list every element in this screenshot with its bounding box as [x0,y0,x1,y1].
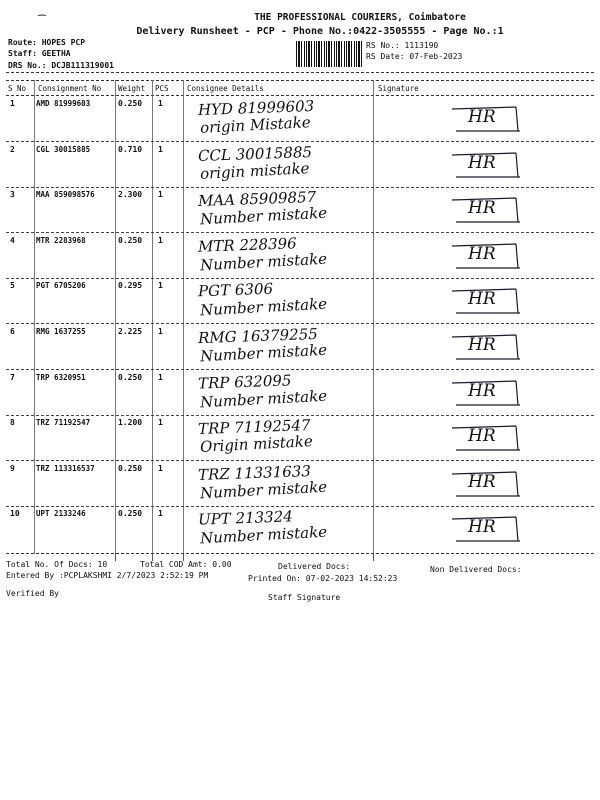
col-tick [115,553,116,561]
column-header-rule [6,95,594,96]
handwritten-correction: TRZ 11331633 [197,461,312,484]
table-top-rule [6,80,594,81]
non-delivered-docs: Non Delivered Docs: [430,565,522,574]
signature-initials: HR [468,198,496,219]
col-header-pcs: PCS [155,84,169,93]
signature-initials: HR [468,243,496,264]
table-row [0,97,600,142]
row-serial: 5 [10,281,15,291]
signature-initials: HR [468,335,496,355]
total-docs: Total No. Of Docs: 10 [6,560,108,569]
company-name: THE PROFESSIONAL COURIERS, Coimbatore [254,12,466,23]
pieces: 1 [158,190,163,200]
row-serial: 7 [10,372,15,382]
handwritten-remark: Number mistake [199,203,328,229]
stray-mark: ⁀ [38,16,47,27]
handwritten-correction: RMG 16379255 [197,324,319,348]
signature-stamp [446,283,526,313]
col-tick [373,553,374,561]
rs-date: RS Date: 07-Feb-2023 [366,52,463,61]
pieces: 1 [158,144,163,154]
signature-stamp [446,375,526,405]
consignment-number: RMG 1637255 [36,327,86,336]
consignment-number: MAA 859098576 [36,190,95,200]
drs-number: DRS No.: DCJB111319001 [8,61,114,70]
runsheet-title: Delivery Runsheet - PCP - Phone No.:0422-3505555 - Page No.:1 [136,26,504,37]
row-serial: 10 [10,509,20,519]
handwritten-remark: Origin mistake [199,432,314,457]
signature-stamp [446,466,526,496]
signature-stamp [446,511,526,541]
row-serial: 8 [10,418,15,428]
signature-initials: HR [468,426,496,447]
row-serial: 9 [10,463,15,473]
weight: 1.200 [118,418,143,428]
col-header-consignee: Consignee Details [187,84,264,93]
pieces: 1 [158,463,163,473]
handwritten-remark: origin Mistake [199,113,312,137]
pieces: 1 [158,327,163,336]
table-row [0,371,600,416]
pieces: 1 [158,99,163,108]
pieces: 1 [158,235,163,245]
table-row [0,234,600,279]
table-row [0,188,600,233]
signature-initials: HR [468,471,496,492]
row-serial: 3 [10,190,15,200]
staff-signature: Staff Signature [268,593,341,602]
total-cod: Total COD Amt: 0.00 [140,560,232,569]
printed-on: Printed On: 07-02-2023 14:52:23 [248,574,398,583]
consignment-number: TRZ 113316537 [36,463,95,473]
pieces: 1 [158,418,163,428]
table-row [0,325,600,370]
signature-stamp [446,101,526,131]
weight: 0.710 [118,144,143,154]
table-row [0,416,600,461]
weight: 0.250 [118,99,143,108]
consignment-number: UPT 2133246 [36,509,86,519]
route-label: Route: HOPES PCP [8,38,86,47]
pieces: 1 [158,281,163,291]
signature-initials: HR [468,107,496,127]
row-serial: 6 [10,327,15,336]
consignment-number: CGL 30015885 [36,144,91,154]
table-row [0,507,600,552]
weight: 2.225 [118,327,143,336]
col-header-consignment: Consignment No [38,84,102,93]
rs-number: RS No.: 1113190 [366,41,439,50]
handwritten-correction: MAA 85909857 [197,188,317,211]
consignment-number: TRZ 71192547 [36,418,91,428]
verified-by: Verified By [6,589,59,598]
delivered-docs: Delivered Docs: [278,562,351,571]
header-divider [6,72,594,73]
handwritten-remark: Number mistake [199,386,328,411]
consignment-number: PGT 6705206 [36,281,86,291]
signature-initials: HR [468,152,496,173]
handwritten-remark: Number mistake [199,523,328,548]
signature-stamp [446,147,526,177]
handwritten-remark: Number mistake [199,295,328,320]
handwritten-correction: PGT 6306 [197,280,274,301]
table-bottom-rule [6,553,594,554]
handwritten-correction: MTR 228396 [197,234,297,256]
signature-initials: HR [468,289,496,310]
weight: 0.250 [118,509,143,519]
signature-stamp [446,192,526,222]
barcode [296,41,362,67]
col-header-weight: Weight [118,84,146,93]
row-serial: 4 [10,235,15,245]
pieces: 1 [158,372,163,382]
table-row [0,143,600,188]
staff-label: Staff: GEETHA [8,49,71,58]
row-serial: 2 [10,144,15,154]
table-row [0,462,600,507]
handwritten-remark: Number mistake [199,477,328,503]
signature-initials: HR [468,517,496,538]
handwritten-correction: TRP 632095 [197,370,292,393]
signature-stamp [446,420,526,450]
handwritten-correction: HYD 81999603 [197,96,315,120]
pieces: 1 [158,509,163,519]
consignment-number: TRP 6320951 [36,372,86,382]
weight: 0.250 [118,372,143,382]
signature-initials: HR [468,380,496,401]
consignment-number: MTR 2283968 [36,235,86,245]
handwritten-correction: TRP 71192547 [197,416,311,439]
handwritten-remark: Number mistake [199,340,328,366]
row-serial: 1 [10,99,15,108]
handwritten-correction: CCL 30015885 [197,142,313,165]
weight: 0.250 [118,235,143,245]
consignment-number: AMD 81999603 [36,99,91,108]
weight: 0.250 [118,463,143,473]
weight: 2.300 [118,190,143,200]
weight: 0.295 [118,281,143,291]
col-header-sno: S No [8,84,27,93]
handwritten-remark: origin mistake [199,158,310,183]
entered-by: Entered By :PCPLAKSHMI 2/7/2023 2:52:19 PM [6,571,209,580]
signature-stamp [446,329,526,359]
handwritten-remark: Number mistake [199,249,328,275]
signature-stamp [446,238,526,268]
handwritten-correction: UPT 213324 [197,507,294,530]
table-row [0,279,600,324]
col-header-signature: Signature [378,84,419,93]
